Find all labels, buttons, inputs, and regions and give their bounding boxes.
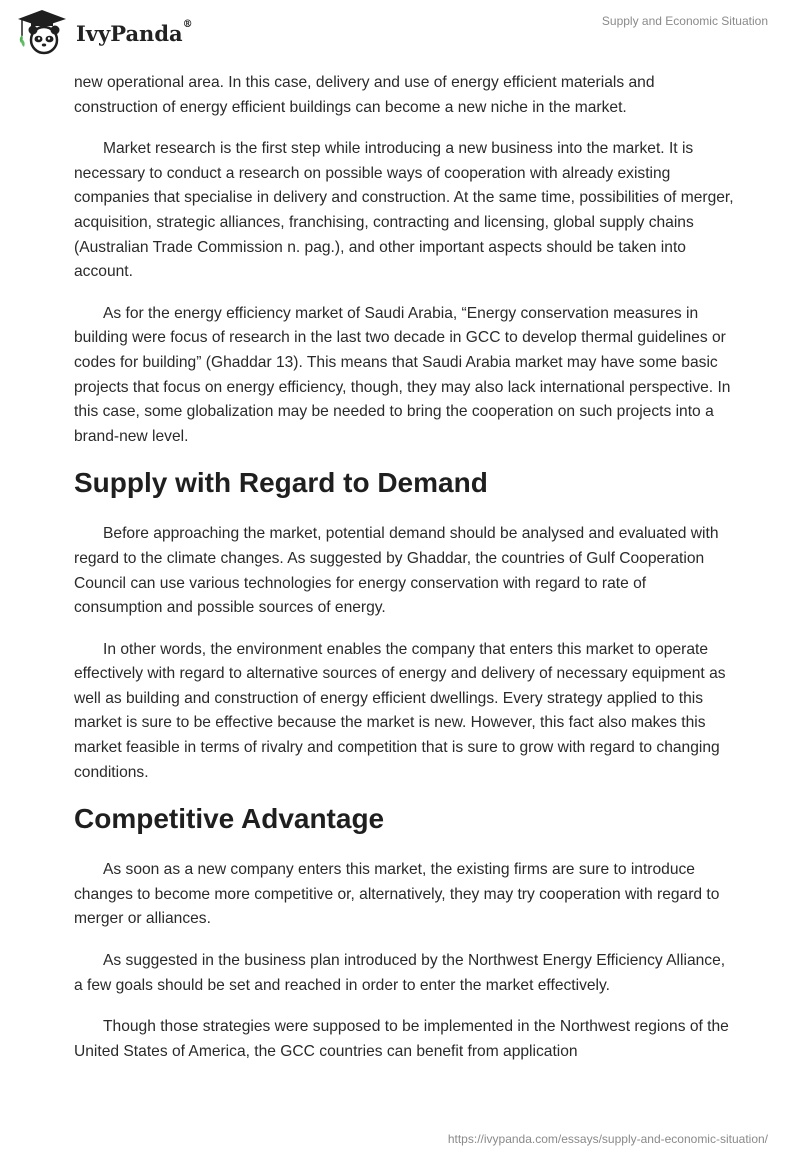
essay-body [74, 71, 734, 1081]
registered-mark: ® [182, 19, 193, 30]
paragraph: In other words, the environment enables the company that enters this market to operate effectively with regard to alternative sources of energy and delivery of necessary equipment as well as building and construction of energy efficient dwellings. Every strategy applied to this market is sure to be effective because the market is new. However, this fact also makes this market feasible in terms of rivalry and competition that is sure to grow with regard to changing conditions. [74, 640, 726, 781]
section-heading-supply: Supply with Regard to Demand [74, 467, 488, 499]
paragraph: As soon as a new company enters this market, the existing firms are sure to introduce changes to become more competitive or, alternatively, they may try cooperation with regard to merger or alliances. [74, 861, 720, 928]
paragraph: As suggested in the business plan introduced by the Northwest Energy Efficiency Alliance, a few goals should be set and reached in order to enter the market effectively. [74, 952, 726, 994]
paragraph: Though those strategies were supposed to be implemented in the Northwest regions of the United States of America, the GCC countries can benefit from application [74, 1018, 729, 1060]
section-heading-competitive-advantage: Competitive Advantage [74, 803, 385, 835]
paragraph: Market research is the first step while introducing a new business into the market. It is necessary to conduct a research on possible ways of cooperation with already existing companies that specialise in delivery and construction. At the same time, possibilities of merger, acquisition, strategic alliances, franchising, contracting and licensing, global supply chains (Australian Trade Commission n. pag.), and other important aspects should be taken into account. [74, 140, 734, 281]
paragraph: new operational area. In this case, delivery and use of energy efficient materials and construction of energy efficient buildings can become a new niche in the market. [74, 74, 655, 116]
paragraph: As for the energy efficiency market of Saudi Arabia, “Energy conservation measures in building were focus of research in the last two decade in GCC to develop thermal guidelines or codes for building” (Ghaddar 13). This means that Saudi Arabia market may have some basic projects that focus on energy efficiency, though, they may also lack international perspective. In this case, some globalization may be needed to bring the cooperation on such projects into a brand-new level. [74, 304, 731, 445]
ivypanda-logo[interactable] [14, 8, 214, 56]
running-title: Supply and Economic Situation [601, 14, 768, 28]
paragraph: Before approaching the market, potential demand should be analysed and evaluated with regard to the climate changes. As suggested by Ghaddar, the countries of Gulf Cooperation Council can use various technologies for energy conservation with regard to rate of consumption and possible sources of energy. [74, 525, 719, 617]
brand-name [76, 21, 193, 46]
panda-graduate-icon [14, 8, 70, 56]
brand-text: IvyPanda [76, 21, 183, 46]
source-url[interactable]: https://ivypanda.com/essays/supply-and-economic-situation/ [447, 1132, 768, 1146]
page-header [0, 0, 800, 72]
